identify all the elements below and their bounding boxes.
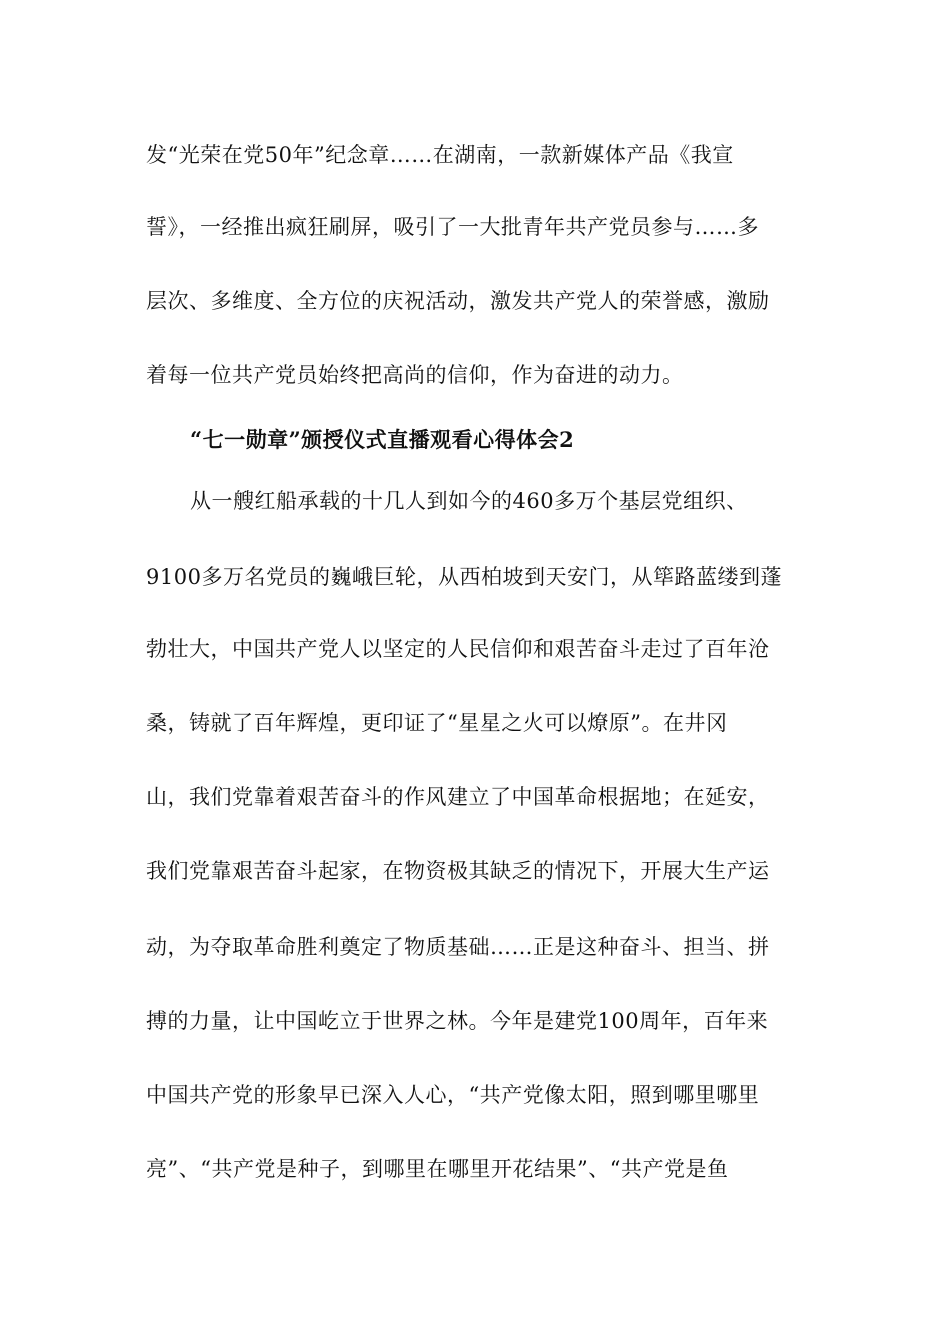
paragraph-1-line-4: 着每一位共产党员始终把高尚的信仰，作为奋进的动力。 [146,363,684,387]
paragraph-1-line-3: 层次、多维度、全方位的庆祝活动，激发共产党人的荣誉感，激励 [146,289,770,313]
paragraph-2-line-5: 山，我们党靠着艰苦奋斗的作风建立了中国革命根据地；在延安， [146,785,770,809]
paragraph-2-line-9: 中国共产党的形象早已深入人心，“共产党像太阳，照到哪里哪里 [146,1083,760,1107]
section-heading: “七一勋章”颁授仪式直播观看心得体会2 [190,427,575,452]
paragraph-2-line-10: 亮”、“共产党是种子，到哪里在哪里开花结果”、“共产党是鱼 [146,1157,729,1181]
paragraph-2-line-8: 搏的力量，让中国屹立于世界之林。今年是建党100周年，百年来 [146,1009,769,1033]
paragraph-2-line-1: 从一艘红船承载的十几人到如今的460多万个基层党组织、 [190,489,748,513]
paragraph-2-line-6: 我们党靠艰苦奋斗起家，在物资极其缺乏的情况下，开展大生产运 [146,859,770,883]
paragraph-2-line-4: 桑，铸就了百年辉煌，更印证了“星星之火可以燎原”。在井冈 [146,711,728,735]
paragraph-2-line-3: 勃壮大，中国共产党人以坚定的人民信仰和艰苦奋斗走过了百年沧 [146,637,770,661]
paragraph-1-line-1: 发“光荣在党50年”纪念章……在湖南，一款新媒体产品《我宣 [146,143,734,167]
paragraph-2-line-7: 动，为夺取革命胜利奠定了物质基础……正是这种奋斗、担当、拼 [146,935,770,959]
paragraph-1-line-2: 誓》，一经推出疯狂刷屏，吸引了一大批青年共产党员参与……多 [146,215,759,239]
paragraph-2-line-2: 9100多万名党员的巍峨巨轮，从西柏坡到天安门，从筚路蓝缕到蓬 [146,565,782,589]
